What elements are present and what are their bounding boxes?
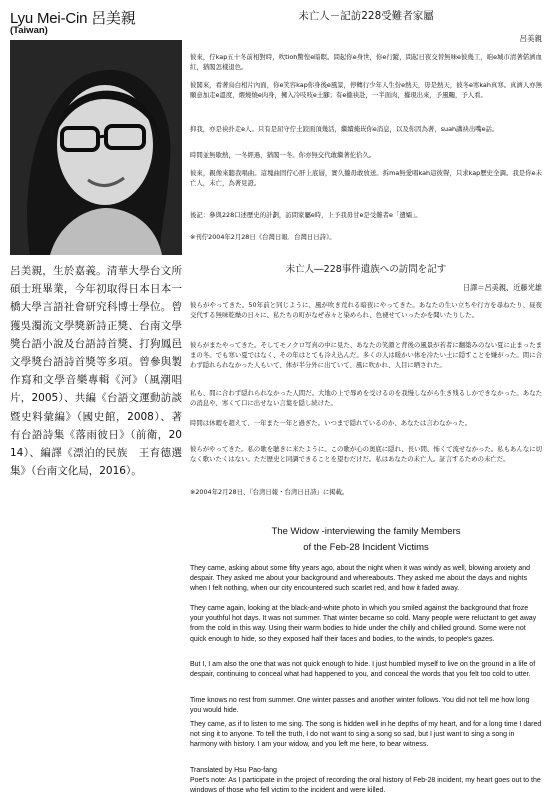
- english-translator-credit: Translated by Hsu Pao-fang: [190, 767, 277, 774]
- chinese-publication-note: ※刊佇2004年2月28日《台灣日報．台灣日日詩》。: [190, 233, 336, 241]
- english-paragraph: They came, asking about some fifty years ago, about the night when it was windy as well, blowing anxiety and despair. They asked me about your background and whereabouts. They asked me about the days and nights when I felt nothing, when our city encountered such scarlet red, and how it faded away.: [190, 565, 531, 593]
- english-paragraph: Time knows no rest from summer. One winter passes and another winter follows. You did not tell me how long you would hide.: [190, 697, 530, 715]
- english-title-line2: of the Feb-28 Incident Victims: [303, 542, 429, 553]
- author-bio: 呂美親，生於嘉義。清華大學台文所碩士班畢業，今年初取得日本日本一橋大學言語社會研究科博士學位。曾獲吳濁流文學獎新詩正獎、台南文學獎台語小說及台語詩首獎、打狗鳳邑文學獎台語詩首獎等多項。曾參與製作寫和文學音樂專輯《河》（風潮唱片，2005）、共編《台語文運動訪談暨史料彙編》（國史館，2008）、著有台語詩集《落雨彼日》（前衛，2014）、編譯《漂泊的民族 王育德選集》（台南文化局，2016）。: [10, 265, 182, 478]
- chinese-paragraph: 彼閣來，看著烏白相片內面，你e笑容kap你身後e風景，停轉行少年人生份e熱天，毋是熱天，彼冬e寒kah真寒。真濟人亦無願意加走e溫度，煨燒燒e肉身，擁入冷吱吱e土腳；有e攏袂赴，一半面肉，據現出來，予風颺，予人看。: [190, 81, 542, 100]
- chinese-paragraph: 抑我，亦是袂扑走e人。只有是屈守佇土跤面頂幾活，繼續掩崁你e消息，以及你因為著，suah講袂出嘴e話。: [190, 125, 499, 133]
- japanese-paragraph: 彼らがやってきた。私の歌を聴きに来たように。この歌が心の奥底に隠れ、長い間、怖くて流せなかった。私もあんなに切なく歌いたくはない。ただ歴史と同調できることを望むだけだ。私はあなたの未亡人。証言するための未亡だ。: [190, 445, 542, 464]
- chinese-postscript: 後記：參與228口述歷史的計劃，訪問家屬e時，上予我毋甘e是受難者e「遺孀」。: [190, 211, 422, 219]
- chinese-paragraph: 時間並無歇熱，一冬經過，猶閣一冬。你亦無交代敢繼著佗佮久。: [190, 151, 376, 159]
- chinese-byline: 呂美親: [519, 34, 542, 43]
- chinese-poem-title: 未亡人－記訪228受難者家屬: [298, 10, 434, 22]
- chinese-paragraph: 彼來，佇kap五十冬前相對時，吹tioh驚惶e暗瞑。問起你e身世，你e行蹤，問起日夜交替無味e彼幾工，咱e城市清著偌濟血紅，猶閣怎樣退色。: [190, 53, 542, 72]
- author-name: Lyu Mei-Cin 呂美親: [10, 10, 136, 27]
- japanese-paragraph: 彼らがまたやってきた。そしてモノクロ写真の中に見た、あなたの笑顔と背後の風景が若者に翻築みのない夏に止まったままの冬。でも寒い夏ではなく、その年はとても冷え込んだ。多くの人は暖かい体を冷たい土に隠すことを嫌がった。間に合わず隠れられなかった人もいて、体が半分外に出ていて、風に吹かれ、人目に晒された。: [190, 341, 542, 370]
- english-poet-note: Poet's note: As I participate in the project of recording the oral history of Feb-28 incident, my heart goes out to the windows of those who fell victim to the incident and were killed.: [190, 777, 541, 795]
- english-paragraph: They came again, looking at the black-and-white photo in which you smiled against the background that froze your youthful hot days. It was not summer. That winter became so cold. Many people were reluctant to get away from the cold in this way. Using their warm bodies to hide under the chilly and chilled ground. Some were not quick enough to hide, so they exposed half their faces and bodies, to the winds, to people's gazes.: [190, 605, 537, 643]
- author-portrait-image: [10, 40, 182, 255]
- author-photo: [10, 40, 182, 255]
- japanese-paragraph: 私も、間に合わず隠れられなかった人間だ。大地の上で辱めを受けるのを我慢しながら生き残るしかできなかった。あなたの消息や、寒くて口に出せない言葉を隠し続けた。: [190, 389, 542, 408]
- english-paragraph: They came, as if to listen to me sing. The song is hidden well in he depths of my heart, and for a long time I dared not sing it to anyone. To tell the truth, I do not want to sing a song so sad, but I just want to sing a song in harmony with history. I am your widow, and you left me here, to bear witness.: [190, 721, 542, 749]
- english-poem-title: [190, 524, 542, 556]
- author-country: (Taiwan): [10, 25, 48, 36]
- japanese-paragraph: 時間は休暇を超えて、一年また一年と過ぎた。いつまで隠れているのか、あなたは言わなかった。: [190, 419, 472, 427]
- japanese-poem-title: 未亡人―228事件遺族への訪問を記す: [285, 264, 447, 275]
- japanese-paragraph: 彼らがやってきた。50年前と同じように、風が吹き荒れる暗夜にやってきた。あなたの生い立ちや行方を尋ねたり、昼夜交代する無味乾燥の日々に、私たちの町がなぜ赤々と染められ、色褪せていったかを聞いたりした。: [190, 301, 542, 320]
- japanese-publication-note: ※2004年2月28日、『台湾日報・台湾日日詩』に掲載。: [190, 488, 349, 496]
- japanese-byline: 日譯＝呂美親、近藤光雄: [462, 283, 542, 292]
- english-paragraph: But I, I am also the one that was not quick enough to hide. I just humbled myself to live on the ground in a life of despair, continuing to conceal what had happened to you, and conceal the words that you felt too cold to utter.: [190, 661, 536, 679]
- english-title-line1: The Widow -interviewing the family Members: [271, 526, 461, 537]
- chinese-paragraph: 彼來，親像來聽我唱曲。這塊曲固佇心肝上底層，實久攏毋敢放送。拆ma無愛唱kah這彼聲，只求kap歷史全調。我是你e未亡人，未亡，為著見證。: [190, 169, 542, 188]
